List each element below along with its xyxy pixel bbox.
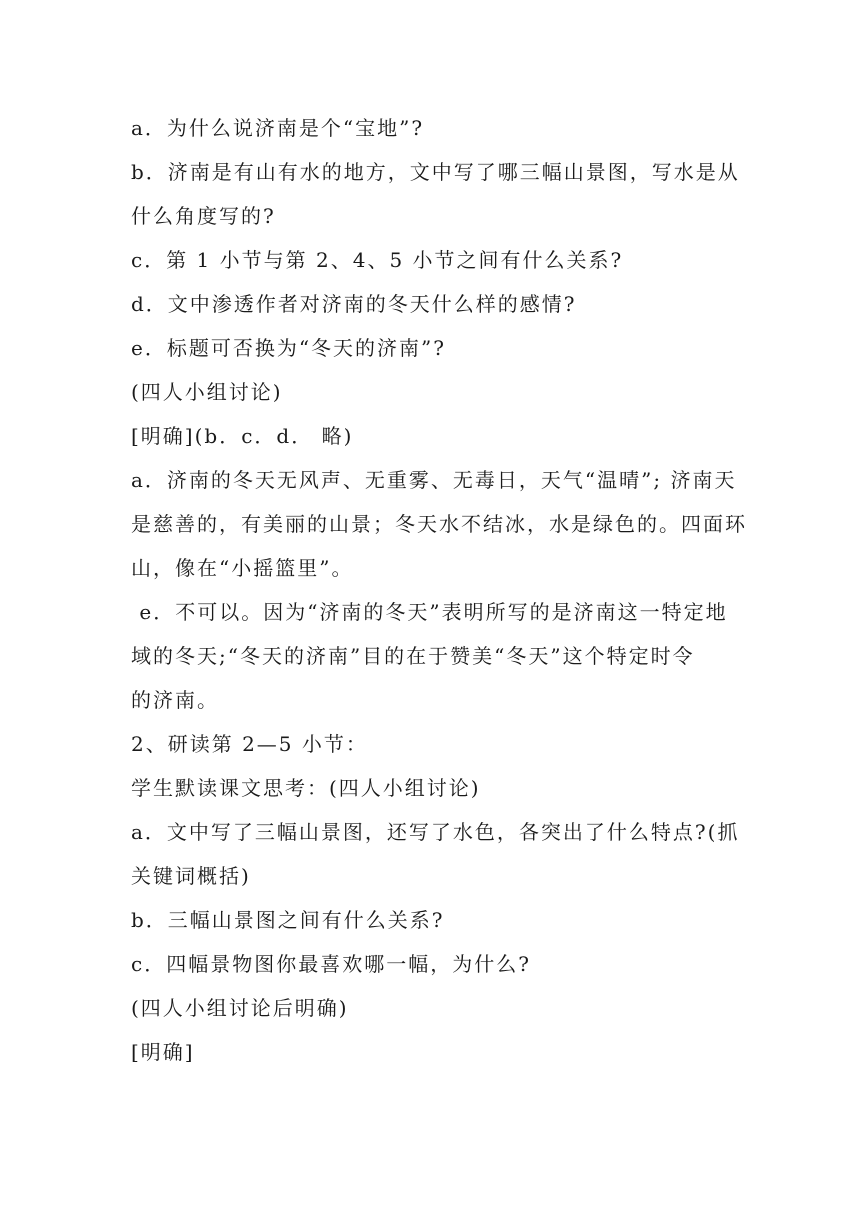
- answer-e-line-3: 的济南。: [131, 688, 219, 712]
- clarification-heading-2: [明确]: [131, 1040, 195, 1064]
- answer-e-line-1: e．不可以。因为“济南的冬天”表明所写的是济南这一特定地: [131, 600, 728, 624]
- group-discussion-note: (四人小组讨论): [131, 380, 283, 404]
- student-reading-instruction: 学生默读课文思考：(四人小组讨论): [131, 776, 481, 800]
- question-2a-line-1: a．文中写了三幅山景图，还写了水色，各突出了什么特点?(抓: [131, 820, 740, 844]
- question-b-line-2: 什么角度写的?: [131, 204, 276, 228]
- document-body: [131, 110, 747, 1071]
- clarification-heading: [明确](b．c．d． 略): [131, 424, 354, 448]
- group-discussion-clarify-note: (四人小组讨论后明确): [131, 996, 349, 1020]
- answer-a-line-2: 是慈善的，有美丽的山景；冬天水不结冰，水是绿色的。四面环: [131, 512, 747, 536]
- question-a: a．为什么说济南是个“宝地”?: [131, 116, 425, 140]
- question-2a-line-2: 关键词概括): [131, 864, 251, 888]
- question-2c: c．四幅景物图你最喜欢哪一幅，为什么?: [131, 952, 531, 976]
- question-2b: b．三幅山景图之间有什么关系?: [131, 908, 445, 932]
- answer-a-line-3: 山，像在“小摇篮里”。: [131, 556, 354, 580]
- answer-a-line-1: a．济南的冬天无风声、无重雾、无毒日，天气“温晴”; 济南天: [131, 468, 737, 492]
- question-e: e．标题可否换为“冬天的济南”?: [131, 336, 447, 360]
- question-d: d．文中渗透作者对济南的冬天什么样的感情?: [131, 292, 577, 316]
- section-heading-2: 2、研读第 2—5 小节：: [131, 732, 368, 756]
- question-b-line-1: b．济南是有山有水的地方，文中写了哪三幅山景图，写水是从: [131, 160, 740, 184]
- question-c: c．第 1 小节与第 2、4、5 小节之间有什么关系?: [131, 248, 624, 272]
- answer-e-line-2: 域的冬天;“冬天的济南”目的在于赞美“冬天”这个特定时令: [131, 644, 695, 668]
